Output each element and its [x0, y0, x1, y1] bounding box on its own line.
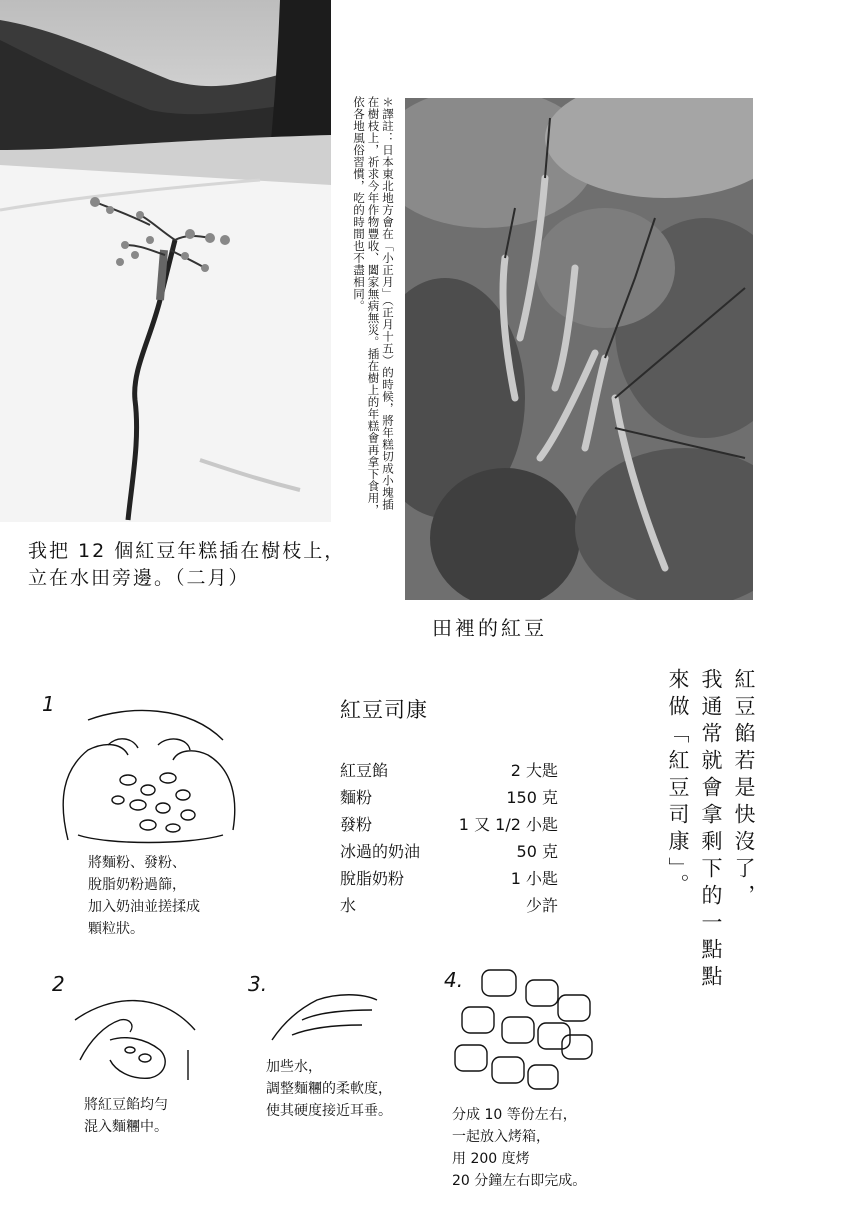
recipe-title: 紅豆司康: [340, 698, 428, 722]
step-1-line: 顆粒狀。: [88, 921, 144, 937]
bean-photo-caption: 田裡的紅豆: [432, 616, 547, 640]
ingredient-name: 脫脂奶粉: [340, 869, 405, 888]
hand-kneading-illustration: [70, 990, 200, 1085]
ingredient-amount: 50 克: [516, 842, 558, 861]
step-3-number: 3.: [248, 972, 268, 996]
ingredient-row: [340, 812, 558, 835]
step-4-number: 4.: [444, 968, 464, 992]
ingredient-name: 麵粉: [340, 788, 373, 807]
ingredient-amount: 150 克: [506, 788, 558, 807]
ingredient-row: [340, 758, 558, 781]
step-4-line: 用 200 度烤: [452, 1151, 530, 1167]
scones-on-tray-illustration: [450, 965, 600, 1095]
step-4-line: 分成 10 等份左右，: [452, 1107, 577, 1123]
step-4-line: 一起放入烤箱，: [452, 1129, 550, 1145]
ingredient-amount: 1 又 1/2 小匙: [458, 815, 558, 834]
intro-line1: 紅豆餡若是快沒了，: [732, 668, 756, 911]
ingredient-row: [340, 839, 558, 862]
hand-water-illustration: [262, 985, 382, 1045]
ingredient-row: [340, 785, 558, 808]
snow-field-photo: [0, 0, 331, 522]
ingredient-amount: 少許: [525, 896, 558, 915]
step-3-text: [266, 1056, 392, 1122]
red-bean-field-photo: [405, 98, 753, 600]
snow-caption-line2: 立在水田旁邊。（二月）: [28, 567, 250, 589]
step-3-line: 加些水，: [266, 1059, 322, 1075]
intro-line3: 來做「紅豆司康」。: [666, 668, 690, 901]
ingredient-name: 發粉: [340, 815, 373, 834]
ingredient-name: 水: [340, 896, 357, 915]
step-4-text: [452, 1104, 586, 1192]
snow-caption-line1: 我把 12 個紅豆年糕插在樹枝上，: [28, 540, 346, 562]
step-1-line: 脫脂奶粉過篩，: [88, 877, 186, 893]
step-1-line: 加入奶油並搓揉成: [88, 899, 200, 915]
ingredient-row: [340, 893, 558, 916]
hands-mixing-illustration: [48, 700, 243, 850]
snow-photo-caption: [28, 538, 345, 592]
intro-text: [661, 668, 760, 998]
step-1-line: 將麵粉、發粉、: [88, 855, 186, 871]
step-4-line: 20 分鐘左右即完成。: [452, 1173, 587, 1189]
ingredient-amount: 1 小匙: [510, 869, 558, 888]
ingredient-name: 冰過的奶油: [340, 842, 421, 861]
step-1-number: 1: [42, 692, 55, 716]
ingredient-amount: 2 大匙: [510, 761, 558, 780]
step-2-number: 2: [52, 972, 65, 996]
ingredient-row: [340, 866, 558, 889]
step-2-line: 混入麵糰中。: [84, 1119, 168, 1135]
step-3-line: 調整麵糰的柔軟度，: [266, 1081, 392, 1097]
translator-note: ＊譯註：日本東北地方會在「小正月」（正月十五）的時候，將年糕切成小塊插在樹枝上，祈求今年作物豐收、闔家無病無災。插在樹上的年糕會再拿下食用，依各地風俗習慣，吃的時間也不盡相同。: [352, 96, 395, 516]
ingredient-name: 紅豆餡: [340, 761, 389, 780]
step-2-text: [84, 1094, 168, 1138]
step-2-line: 將紅豆餡均勻: [84, 1097, 168, 1113]
step-3-line: 使其硬度接近耳垂。: [266, 1103, 392, 1119]
intro-line2: 我通常就會拿剩下的一點點: [699, 668, 723, 992]
step-1-text: [88, 852, 200, 940]
